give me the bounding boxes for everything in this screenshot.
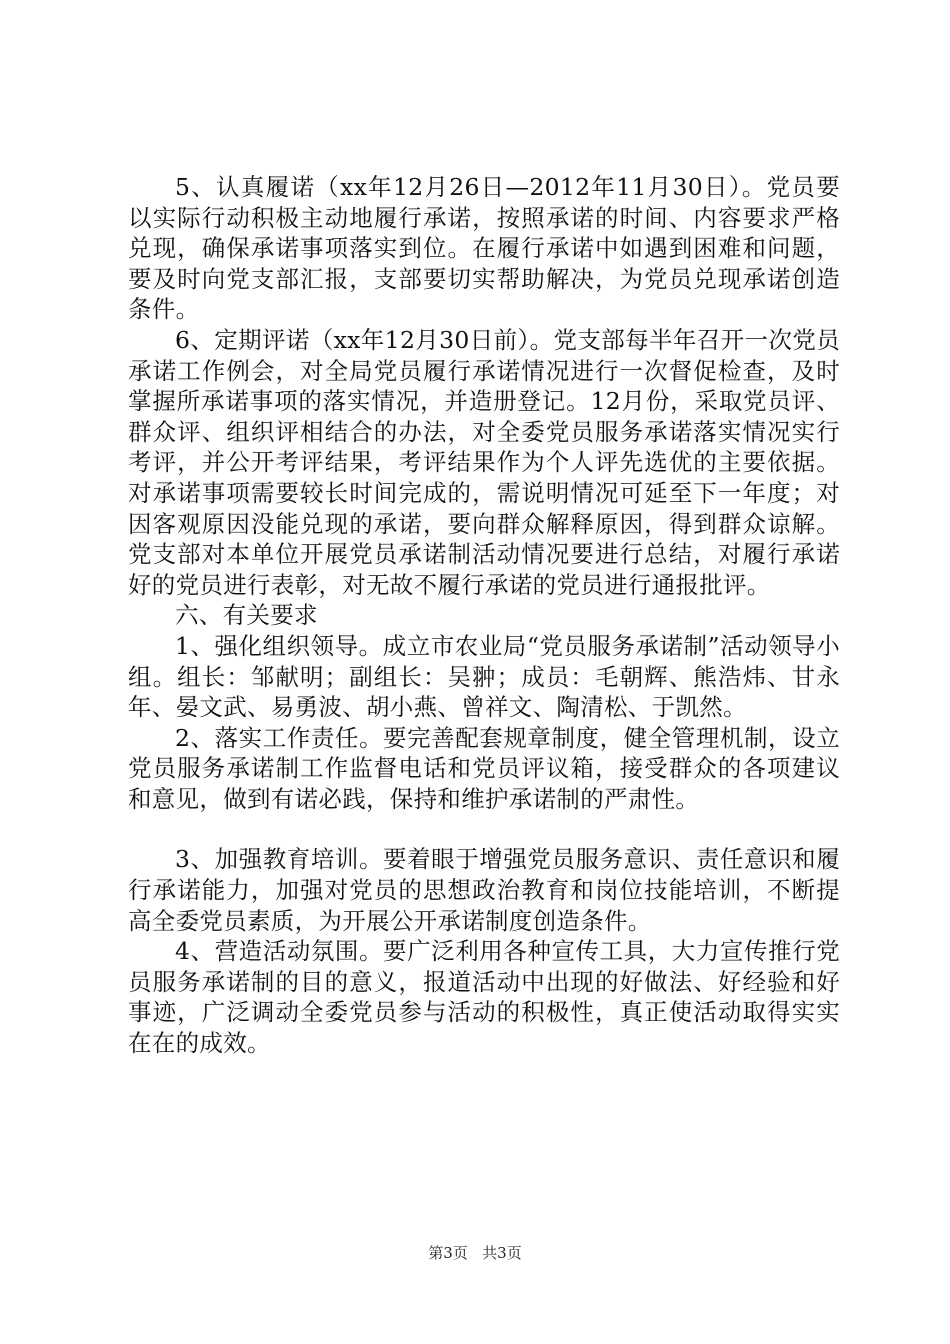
paragraph-fulfill-promise: 5、认真履诺（xx年12月26日—2012年11月30日）。党员要以实际行动积极主动地履行承诺，按照承诺的时间、内容要求严格兑现，确保承诺事项落实到位。在履行承诺中如遇到困难和问题，要及时向党支部汇报，支部要切实帮助解决，为党员兑现承诺创造条件。: [128, 173, 840, 324]
page-number: 第3页: [428, 1244, 468, 1262]
paragraph-organization-leadership: 1、强化组织领导。成立市农业局“党员服务承诺制”活动领导小组。组长：邹献明；副组长：吴翀；成员：毛朝辉、熊浩炜、甘永年、晏文武、易勇波、胡小燕、曾祥文、陶清松、于凯然。: [128, 631, 840, 722]
paragraph-education-training: 3、加强教育培训。要着眼于增强党员服务意识、责任意识和履行承诺能力，加强对党员的思想政治教育和岗位技能培训，不断提高全委党员素质，为开展公开承诺制度创造条件。: [128, 845, 840, 935]
document-body: [128, 172, 840, 1059]
paragraph-periodic-review: 6、定期评诺（xx年12月30日前）。党支部每半年召开一次党员承诺工作例会，对全局党员履行承诺情况进行一次督促检查，及时掌握所承诺事项的落实情况，并造册登记。12月份，采取党员评、群众评、组织评相结合的办法，对全委党员服务承诺落实情况实行考评，并公开考评结果，考评结果作为个人评先选优的主要依据。对承诺事项需要较长时间完成的，需说明情况可延至下一年度；对因客观原因没能兑现的承诺，要向群众解释原因，得到群众谅解。党支部对本单位开展党员承诺制活动情况要进行总结，对履行承诺好的党员进行表彰，对无故不履行承诺的党员进行通报批评。: [128, 325, 840, 599]
paragraph-activity-atmosphere: 4、营造活动氛围。要广泛利用各种宣传工具，大力宣传推行党员服务承诺制的目的意义，报道活动中出现的好做法、好经验和好事迹，广泛调动全委党员参与活动的积极性，真正使活动取得实实在在的成效。: [128, 937, 840, 1058]
section-heading-requirements: 六、有关要求: [175, 601, 318, 630]
page-total: 共3页: [482, 1244, 522, 1262]
page-footer: [0, 1243, 950, 1263]
paragraph-work-responsibility: 2、落实工作责任。要完善配套规章制度，健全管理机制，设立党员服务承诺制工作监督电话和党员评议箱，接受群众的各项建议和意见，做到有诺必践，保持和维护承诺制的严肃性。: [128, 723, 840, 813]
